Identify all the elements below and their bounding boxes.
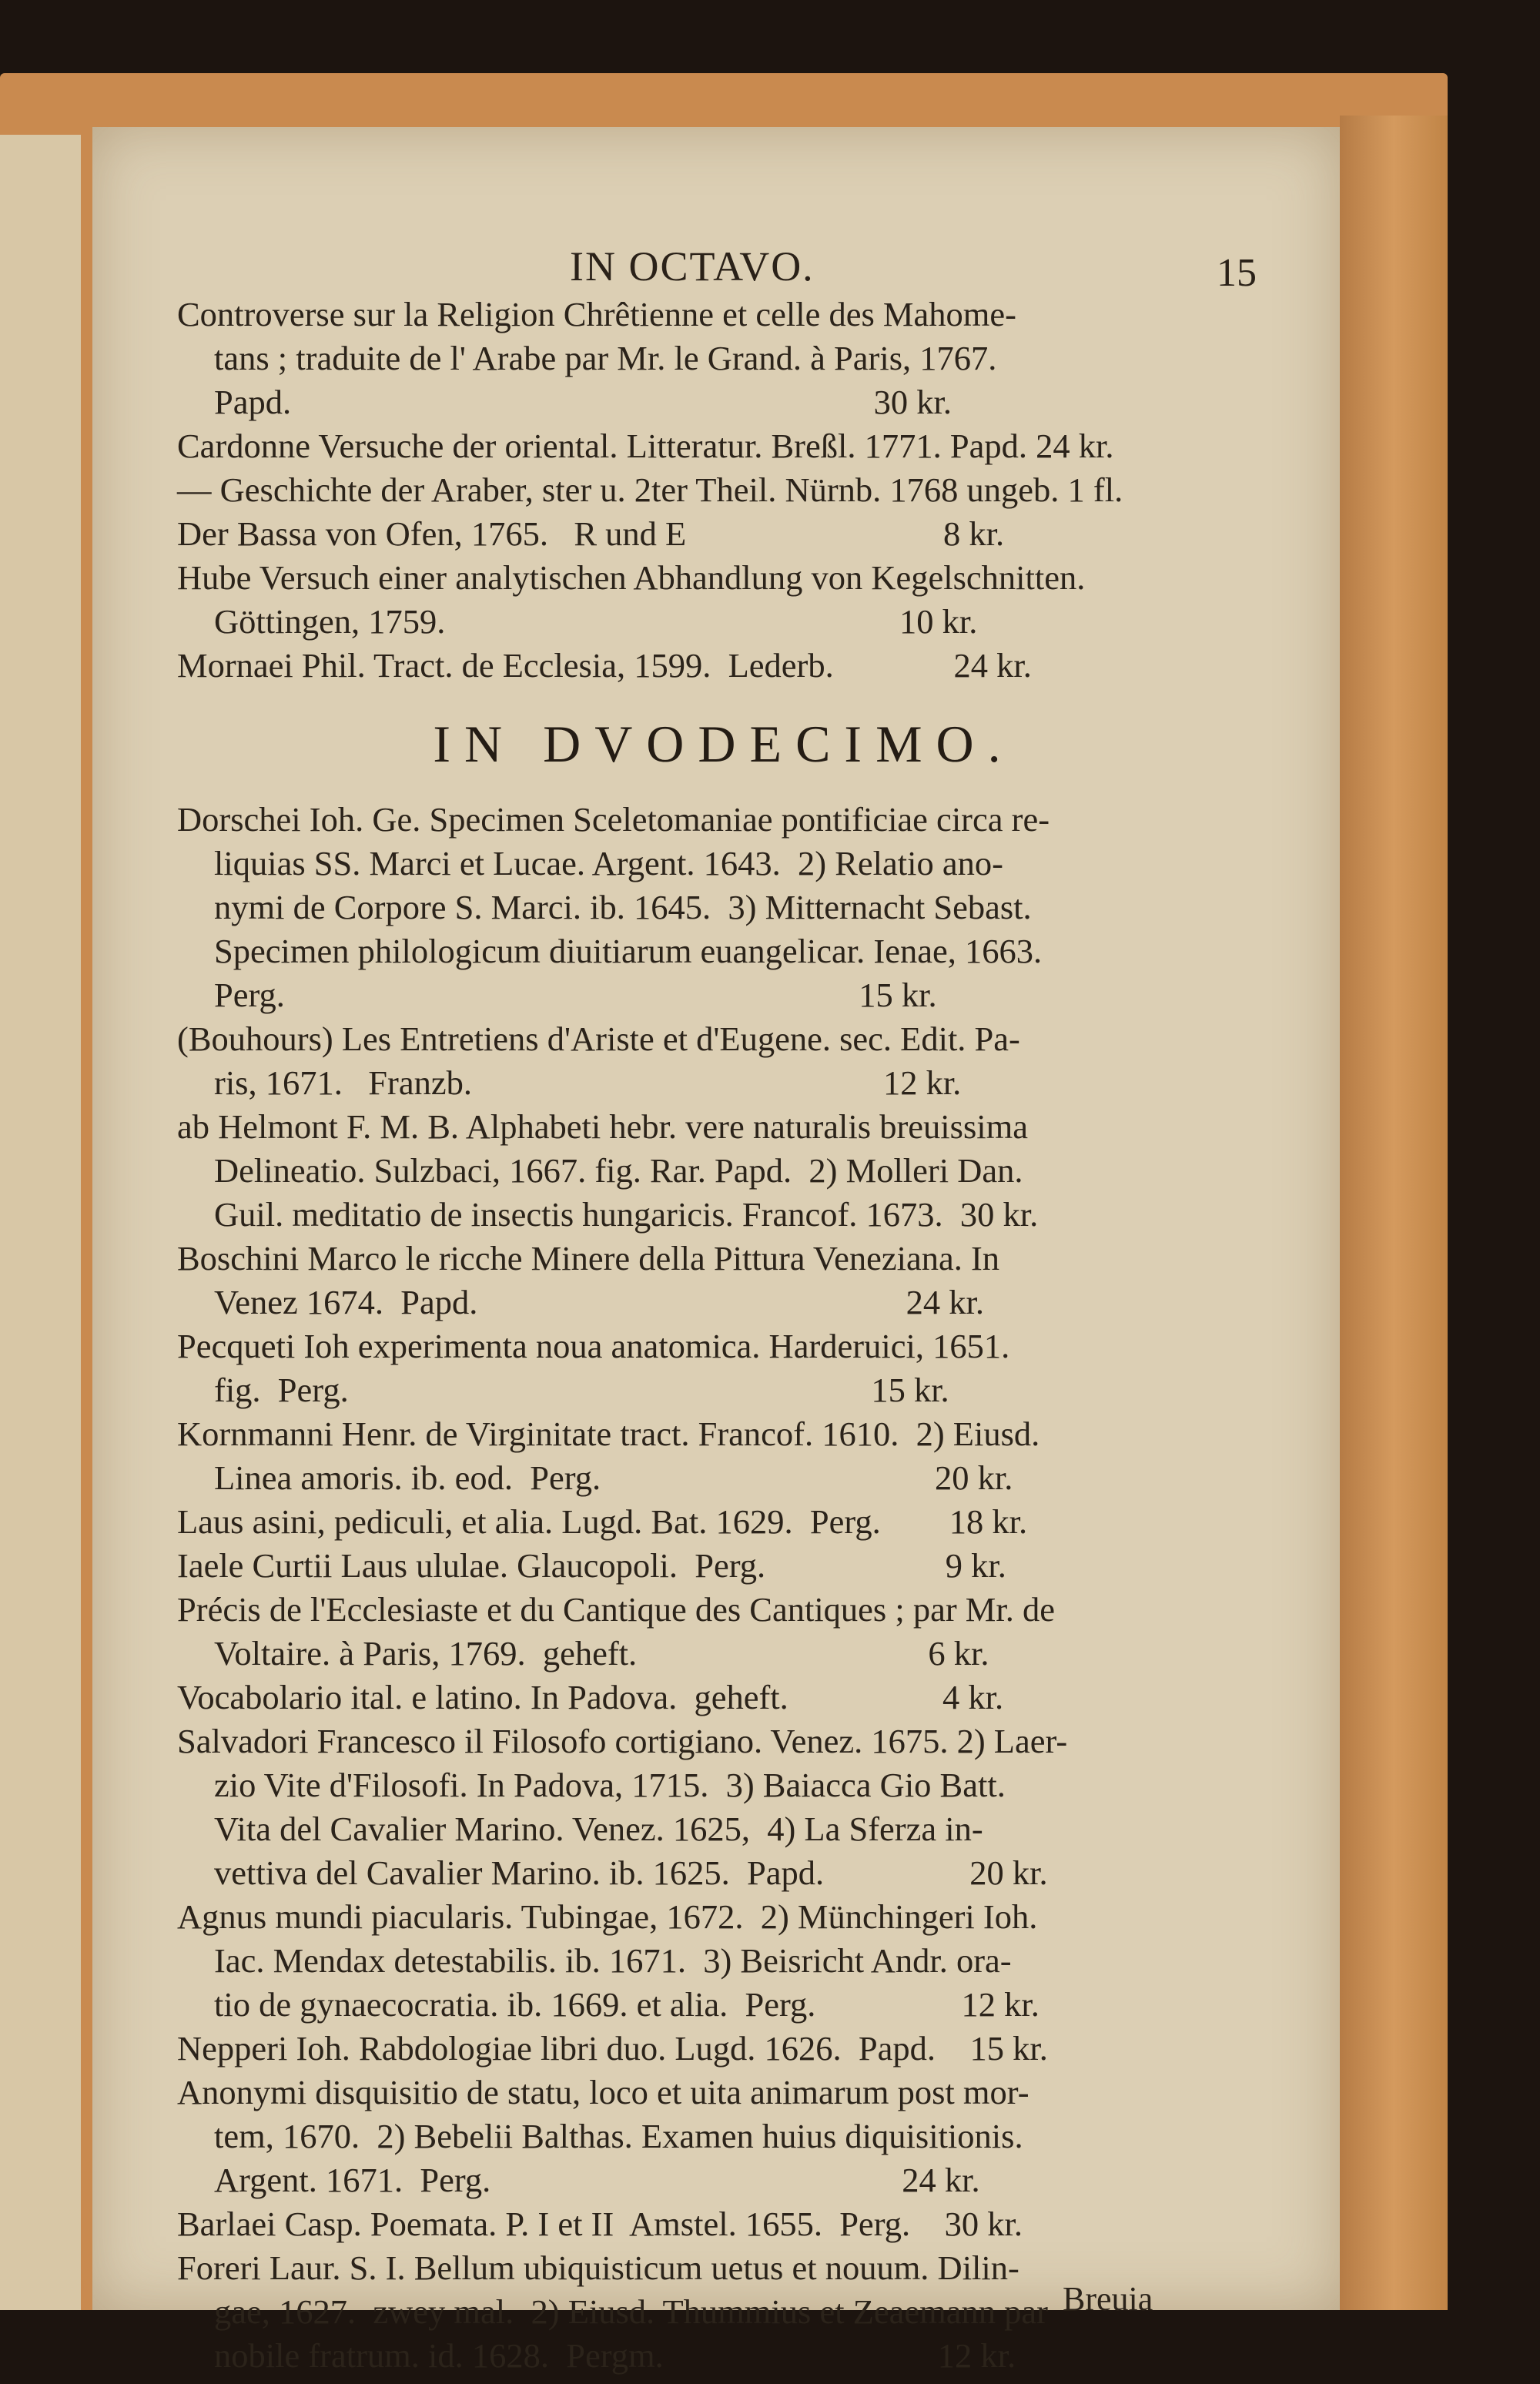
catalog-line: (Bouhours) Les Entretiens d'Ariste et d'Eugene. sec. Edit. Pa- (177, 1020, 1020, 1058)
page-edge-right (1340, 116, 1448, 2310)
catalog-line: Göttingen, 1759. 10 kr. (214, 602, 978, 641)
section-title: IN DVODECIMO. (433, 715, 1015, 773)
catalog-line: nobile fratrum. id. 1628. Pergm. 12 kr. (214, 2336, 1016, 2375)
catalog-line: Iac. Mendax detestabilis. ib. 1671. 3) Beisricht Andr. ora- (214, 1941, 1012, 1980)
catalog-line: Argent. 1671. Perg. 24 kr. (214, 2161, 980, 2199)
catalog-line: liquias SS. Marci et Lucae. Argent. 1643. 2) Relatio ano- (214, 844, 1003, 882)
catalog-section (177, 293, 1270, 688)
catalog-line: Salvadori Francesco il Filosofo cortigiano. Venez. 1675. 2) Laer- (177, 1722, 1068, 1760)
catalog-line: Vita del Cavalier Marino. Venez. 1625, 4) La Sferza in- (214, 1810, 983, 1848)
catalog-line: vettiva del Cavalier Marino. ib. 1625. Papd. 20 kr. (214, 1853, 1048, 1892)
catalog-line: Controverse sur la Religion Chrêtienne et celle des Mahome- (177, 295, 1016, 333)
catalog-line: Hube Versuch einer analytischen Abhandlung von Kegelschnitten. (177, 558, 1086, 597)
catalog-line: tans ; traduite de l' Arabe par Mr. le Grand. à Paris, 1767. (214, 339, 997, 377)
catalog-line: Foreri Laur. S. I. Bellum ubiquisticum uetus et nouum. Dilin- (177, 2248, 1019, 2287)
catalog-section (177, 714, 1270, 2378)
catalog-line: Mornaei Phil. Tract. de Ecclesia, 1599. Lederb. 24 kr. (177, 646, 1032, 685)
running-head (92, 243, 1340, 296)
catalog-line: — Geschichte der Araber, ster u. 2ter Theil. Nürnb. 1768 ungeb. 1 fl. (177, 470, 1123, 509)
catalog-line: Papd. 30 kr. (214, 383, 952, 421)
catalog-line: Specimen philologicum diuitiarum euangelicar. Ienae, 1663. (214, 932, 1043, 970)
catalog-line: Der Bassa von Ofen, 1765. R und E 8 kr. (177, 514, 1005, 553)
catalog-line: Nepperi Ioh. Rabdologiae libri duo. Lugd. 1626. Papd. 15 kr. (177, 2029, 1048, 2068)
book-page (92, 127, 1340, 2375)
catalog-line: fig. Perg. 15 kr. (214, 1371, 949, 1409)
catalog-line: Guil. meditatio de insectis hungaricis. Francof. 1673. 30 kr. (214, 1195, 1039, 1234)
catalog-line: Iaele Curtii Laus ululae. Glaucopoli. Perg. 9 kr. (177, 1546, 1006, 1585)
catalog-line: tem, 1670. 2) Bebelii Balthas. Examen huius diquisitionis. (214, 2117, 1023, 2155)
catalog-line: Venez 1674. Papd. 24 kr. (214, 1283, 984, 1321)
catalog-line: gae, 1627. zwey mal. 2) Eiusd. Thummius et Zeaemann par (214, 2292, 1048, 2331)
catalog-line: tio de gynaecocratia. ib. 1669. et alia. Perg. 12 kr. (214, 1985, 1040, 2024)
catalog-line: nymi de Corpore S. Marci. ib. 1645. 3) Mitternacht Sebast. (214, 888, 1032, 926)
catalog-line: Agnus mundi piacularis. Tubingae, 1672. 2) Münchingeri Ioh. (177, 1897, 1038, 1936)
catchword: Breuia (1063, 2280, 1153, 2318)
catalog-line: Barlaei Casp. Poemata. P. I et II Amstel. 1655. Perg. 30 kr. (177, 2205, 1023, 2243)
catalog-line: Voltaire. à Paris, 1769. geheft. 6 kr. (214, 1634, 989, 1672)
catalog-line: Laus asini, pediculi, et alia. Lugd. Bat. 1629. Perg. 18 kr. (177, 1502, 1028, 1541)
facing-page-edge (0, 135, 81, 2310)
catalog-line: zio Vite d'Filosofi. In Padova, 1715. 3) Baiacca Gio Batt. (214, 1766, 1006, 1804)
catalog-line: Dorschei Ioh. Ge. Specimen Sceletomaniae pontificiae circa re- (177, 800, 1050, 839)
catalog-content (177, 293, 1270, 2384)
catalog-line: Précis de l'Ecclesiaste et du Cantique des Cantiques ; par Mr. de (177, 1590, 1055, 1629)
catalog-line: ris, 1671. Franzb. 12 kr. (214, 1063, 962, 1102)
catalog-line: Cardonne Versuche der oriental. Litteratur. Breßl. 1771. Papd. 24 kr. (177, 427, 1114, 465)
catalog-line: Vocabolario ital. e latino. In Padova. geheft. 4 kr. (177, 1678, 1004, 1716)
catalog-line: Kornmanni Henr. de Virginitate tract. Francof. 1610. 2) Eiusd. (177, 1415, 1040, 1453)
page-number: 15 (1217, 251, 1257, 295)
catalog-line: Perg. 15 kr. (214, 976, 937, 1014)
catalog-line: Boschini Marco le ricche Minere della Pittura Veneziana. In (177, 1239, 1000, 1277)
catalog-line: ab Helmont F. M. B. Alphabeti hebr. vere naturalis breuissima (177, 1107, 1029, 1146)
catalog-line: Anonymi disquisitio de statu, loco et uita animarum post mor- (177, 2073, 1029, 2111)
catalog-line: Pecqueti Ioh experimenta noua anatomica. Harderuici, 1651. (177, 1327, 1010, 1365)
catalog-line: Delineatio. Sulzbaci, 1667. fig. Rar. Papd. 2) Molleri Dan. (214, 1151, 1023, 1190)
running-title: IN OCTAVO. (570, 243, 815, 290)
catalog-line: Linea amoris. ib. eod. Perg. 20 kr. (214, 1458, 1013, 1497)
